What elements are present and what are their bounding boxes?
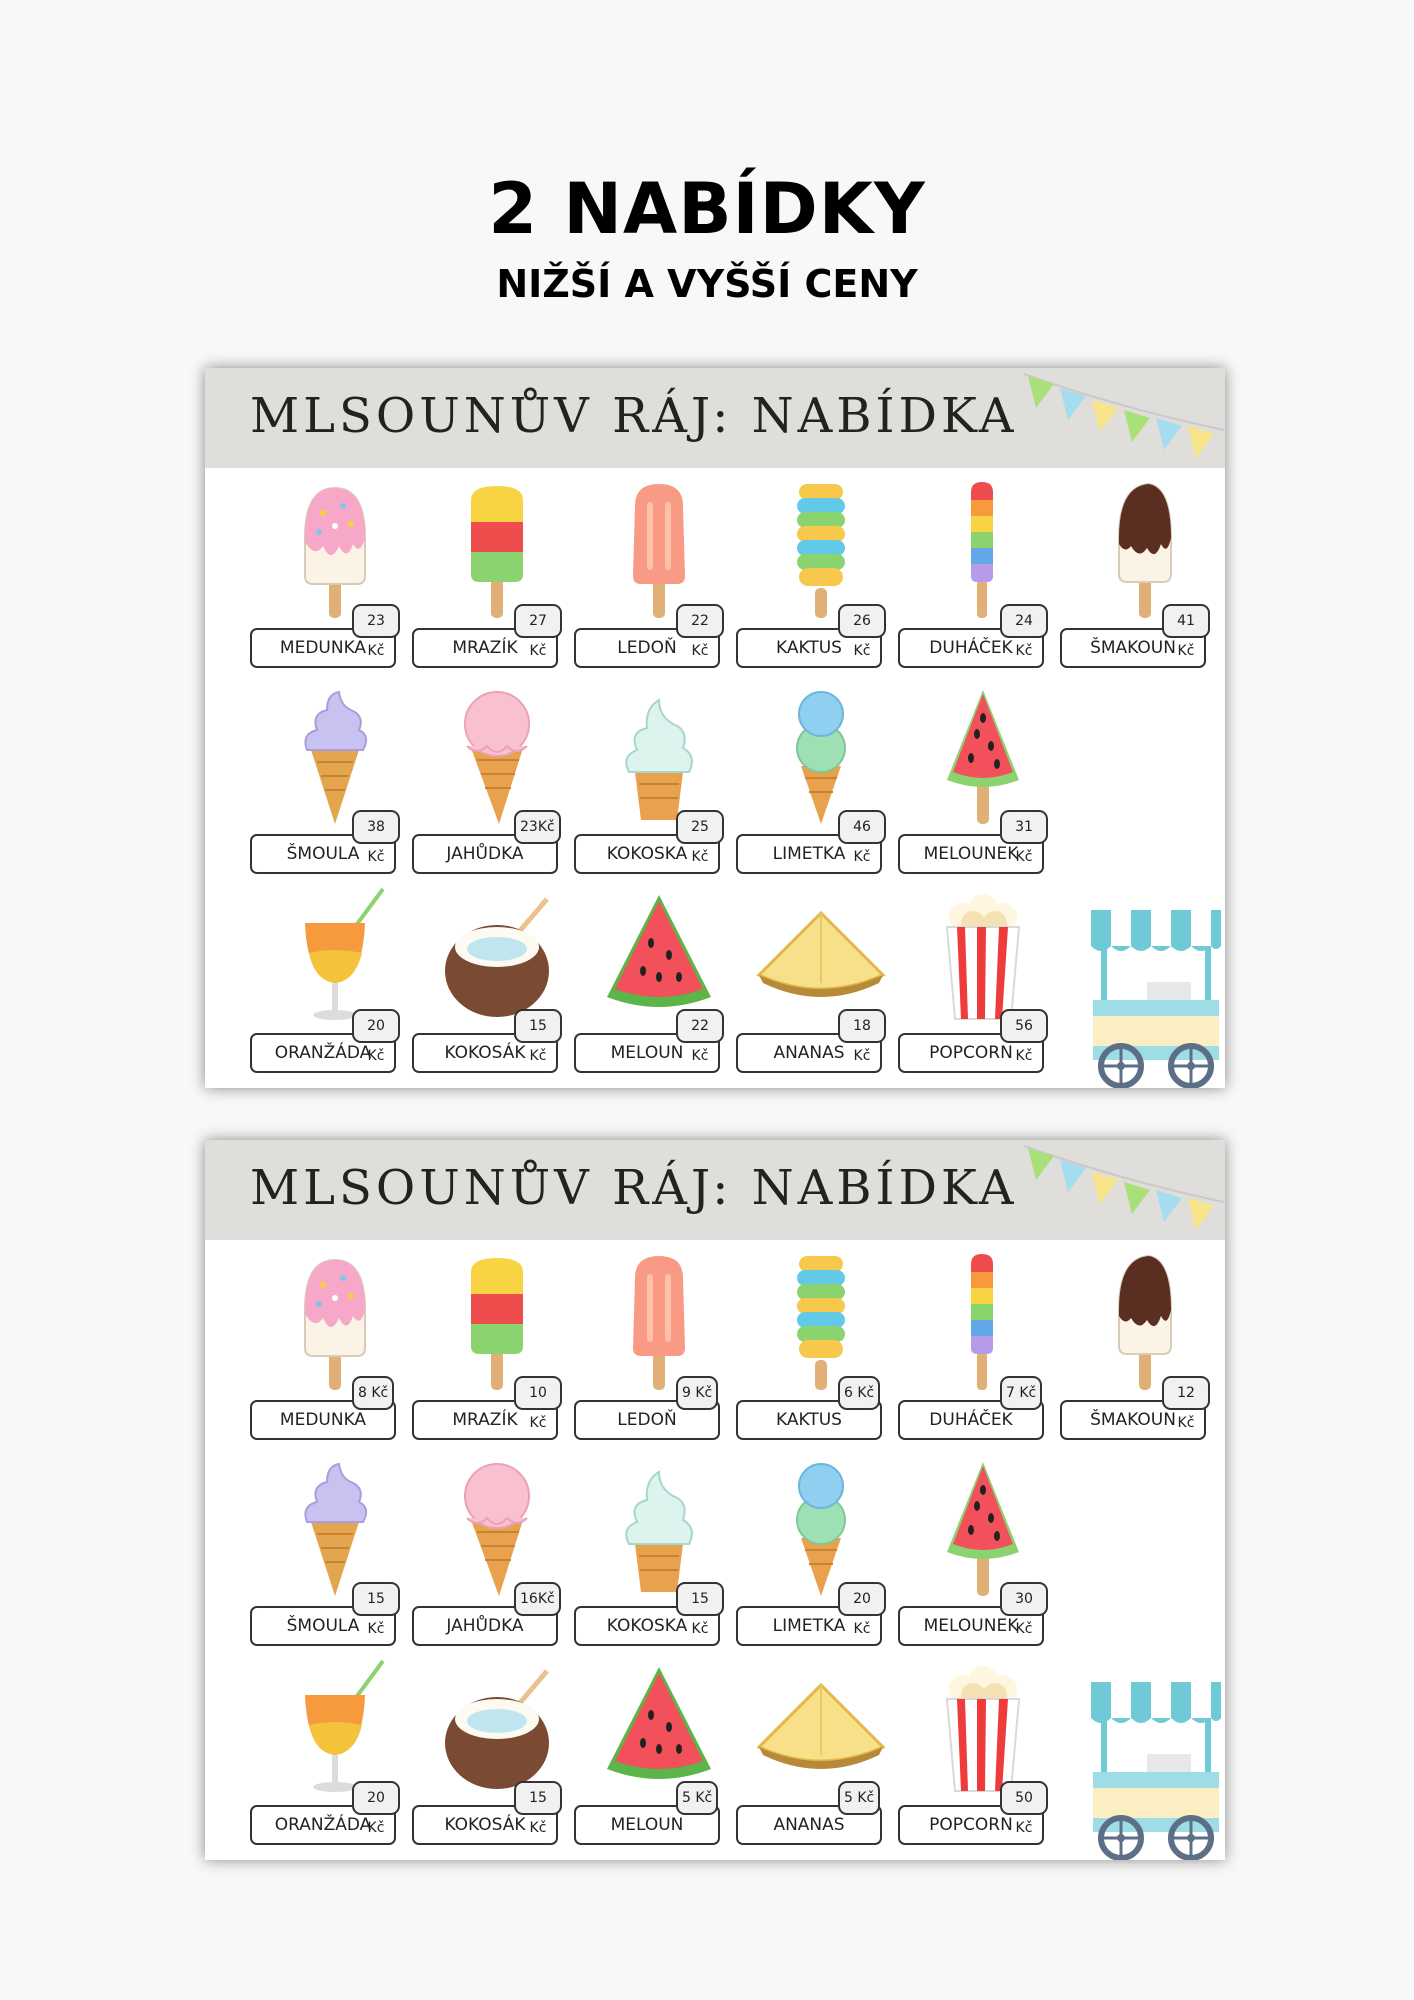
item-name-label: MEDUNKA (250, 628, 396, 668)
watermelon-popsicle-icon (913, 684, 1053, 824)
item-name-label: JAHŮDKA (412, 1606, 558, 1646)
spiral-popsicle-icon (751, 1250, 891, 1390)
item-name-label: ŠMAKOUN (1060, 1400, 1206, 1440)
item-name-label: ŠMOULA (250, 1606, 396, 1646)
item-name-label: ŠMOULA (250, 834, 396, 874)
menu-item (250, 478, 400, 668)
price-tag: 56 Kč (1000, 1009, 1048, 1043)
item-name-label: DUHÁČEK (898, 1400, 1044, 1440)
item-name-label: POPCORN (898, 1805, 1044, 1845)
menu-item (736, 883, 886, 1073)
item-name-label: KOKOSÁK (412, 1033, 558, 1073)
price-tag: 41 Kč (1162, 604, 1210, 638)
item-name-label: MELOUNEK (898, 1606, 1044, 1646)
menu-item (1060, 1250, 1210, 1440)
price-tag: 5 Kč (838, 1781, 880, 1815)
menu-item (898, 1456, 1048, 1646)
item-name-label: ORANŽÁDA (250, 1805, 396, 1845)
menu-item (574, 1655, 724, 1845)
coconut-drink-icon (427, 1655, 567, 1795)
menu-item (250, 1250, 400, 1440)
item-name-label: ANANAS (736, 1033, 882, 1073)
strawberry-cone-icon (427, 1456, 567, 1596)
price-tag: 10 Kč (514, 1376, 562, 1410)
price-tag: 22 Kč (676, 604, 724, 638)
mint-softserve-cup-icon (589, 684, 729, 824)
item-name-label: ŠMAKOUN (1060, 628, 1206, 668)
price-tag: 20 Kč (838, 1582, 886, 1616)
menu-item (736, 684, 886, 874)
menu-header (205, 368, 1225, 468)
menu-item (736, 1456, 886, 1646)
item-name-label: MELOUNEK (898, 834, 1044, 874)
tricolor-popsicle-icon (427, 1250, 567, 1390)
price-tag: 24 Kč (1000, 604, 1048, 638)
tricolor-popsicle-icon (427, 478, 567, 618)
menu-item (250, 1456, 400, 1646)
popcorn-icon (913, 883, 1053, 1023)
bunting-flags-icon (1020, 1140, 1225, 1234)
pink-sprinkle-popsicle-icon (265, 1250, 405, 1390)
chocolate-popsicle-icon (1075, 478, 1215, 618)
menu-item (736, 478, 886, 668)
price-tag: 23Kč (514, 810, 561, 844)
price-tag: 8 Kč (352, 1376, 394, 1410)
price-tag: 22 Kč (676, 1009, 724, 1043)
item-name-label: MRAZÍK (412, 1400, 558, 1440)
menu-title: MLSOUNŮV RÁJ: NABÍDKA (250, 388, 1018, 444)
item-name-label: ANANAS (736, 1805, 882, 1845)
menu-item (736, 1655, 886, 1845)
pineapple-slice-icon (751, 1655, 891, 1795)
price-tag: 30 Kč (1000, 1582, 1048, 1616)
menu-item (412, 1250, 562, 1440)
menu-item (898, 1655, 1048, 1845)
menu-card (205, 368, 1225, 1088)
ice-cream-cart-icon (1087, 1662, 1225, 1860)
item-name-label: MELOUN (574, 1033, 720, 1073)
menu-card (205, 1140, 1225, 1860)
menu-item (574, 478, 724, 668)
menu-item (898, 883, 1048, 1073)
peach-ice-pop-icon (589, 478, 729, 618)
price-tag: 20 Kč (352, 1009, 400, 1043)
bunting-flags-icon (1020, 368, 1225, 462)
menu-item (412, 1456, 562, 1646)
menu-item (412, 684, 562, 874)
lavender-softserve-cone-icon (265, 1456, 405, 1596)
price-tag: 20 Kč (352, 1781, 400, 1815)
price-tag: 6 Kč (838, 1376, 880, 1410)
item-name-label: POPCORN (898, 1033, 1044, 1073)
price-tag: 27 Kč (514, 604, 562, 638)
popcorn-icon (913, 1655, 1053, 1795)
item-name-label: JAHŮDKA (412, 834, 558, 874)
price-tag: 15 Kč (352, 1582, 400, 1616)
lavender-softserve-cone-icon (265, 684, 405, 824)
menu-item (1060, 478, 1210, 668)
price-tag: 46 Kč (838, 810, 886, 844)
menu-item (250, 684, 400, 874)
chocolate-popsicle-icon (1075, 1250, 1215, 1390)
price-tag: 38 Kč (352, 810, 400, 844)
menu-item (574, 1456, 724, 1646)
item-name-label: KAKTUS (736, 628, 882, 668)
coconut-drink-icon (427, 883, 567, 1023)
page-title: 2 NABÍDKY (488, 168, 926, 250)
menu-item (574, 1250, 724, 1440)
price-tag: 5 Kč (676, 1781, 718, 1815)
pineapple-slice-icon (751, 883, 891, 1023)
price-tag: 9 Kč (676, 1376, 718, 1410)
menu-item (412, 883, 562, 1073)
orange-cocktail-icon (265, 883, 405, 1023)
menu-title: MLSOUNŮV RÁJ: NABÍDKA (250, 1160, 1018, 1216)
page-subtitle: NIŽŠÍ A VYŠŠÍ CENY (496, 262, 918, 306)
price-tag: 15 Kč (514, 1009, 562, 1043)
item-name-label: KOKOSKA (574, 834, 720, 874)
watermelon-popsicle-icon (913, 1456, 1053, 1596)
menu-item (574, 883, 724, 1073)
orange-cocktail-icon (265, 1655, 405, 1795)
double-scoop-cone-icon (751, 1456, 891, 1596)
item-name-label: KOKOSÁK (412, 1805, 558, 1845)
menu-item (574, 684, 724, 874)
rainbow-popsicle-icon (913, 478, 1053, 618)
price-tag: 15 Kč (514, 1781, 562, 1815)
item-name-label: KOKOSKA (574, 1606, 720, 1646)
menu-header (205, 1140, 1225, 1240)
menu-item (250, 883, 400, 1073)
menu-item (898, 684, 1048, 874)
menu-item (898, 1250, 1048, 1440)
watermelon-slice-icon (589, 1655, 729, 1795)
item-name-label: LEDOŇ (574, 1400, 720, 1440)
spiral-popsicle-icon (751, 478, 891, 618)
menu-item (412, 478, 562, 668)
price-tag: 25 Kč (676, 810, 724, 844)
price-tag: 7 Kč (1000, 1376, 1042, 1410)
item-name-label: LIMETKA (736, 1606, 882, 1646)
price-tag: 23 Kč (352, 604, 400, 638)
pink-sprinkle-popsicle-icon (265, 478, 405, 618)
price-tag: 31 Kč (1000, 810, 1048, 844)
rainbow-popsicle-icon (913, 1250, 1053, 1390)
price-tag: 15 Kč (676, 1582, 724, 1616)
ice-cream-cart-icon (1087, 890, 1225, 1088)
menu-item (412, 1655, 562, 1845)
item-name-label: MELOUN (574, 1805, 720, 1845)
price-tag: 18 Kč (838, 1009, 886, 1043)
item-name-label: MRAZÍK (412, 628, 558, 668)
menu-item (736, 1250, 886, 1440)
item-name-label: LIMETKA (736, 834, 882, 874)
mint-softserve-cup-icon (589, 1456, 729, 1596)
strawberry-cone-icon (427, 684, 567, 824)
item-name-label: LEDOŇ (574, 628, 720, 668)
item-name-label: ORANŽÁDA (250, 1033, 396, 1073)
double-scoop-cone-icon (751, 684, 891, 824)
peach-ice-pop-icon (589, 1250, 729, 1390)
watermelon-slice-icon (589, 883, 729, 1023)
item-name-label: KAKTUS (736, 1400, 882, 1440)
price-tag: 12 Kč (1162, 1376, 1210, 1410)
menu-item (250, 1655, 400, 1845)
menu-item (898, 478, 1048, 668)
price-tag: 26 Kč (838, 604, 886, 638)
item-name-label: DUHÁČEK (898, 628, 1044, 668)
item-name-label: MEDUNKA (250, 1400, 396, 1440)
price-tag: 50 Kč (1000, 1781, 1048, 1815)
price-tag: 16Kč (514, 1582, 561, 1616)
